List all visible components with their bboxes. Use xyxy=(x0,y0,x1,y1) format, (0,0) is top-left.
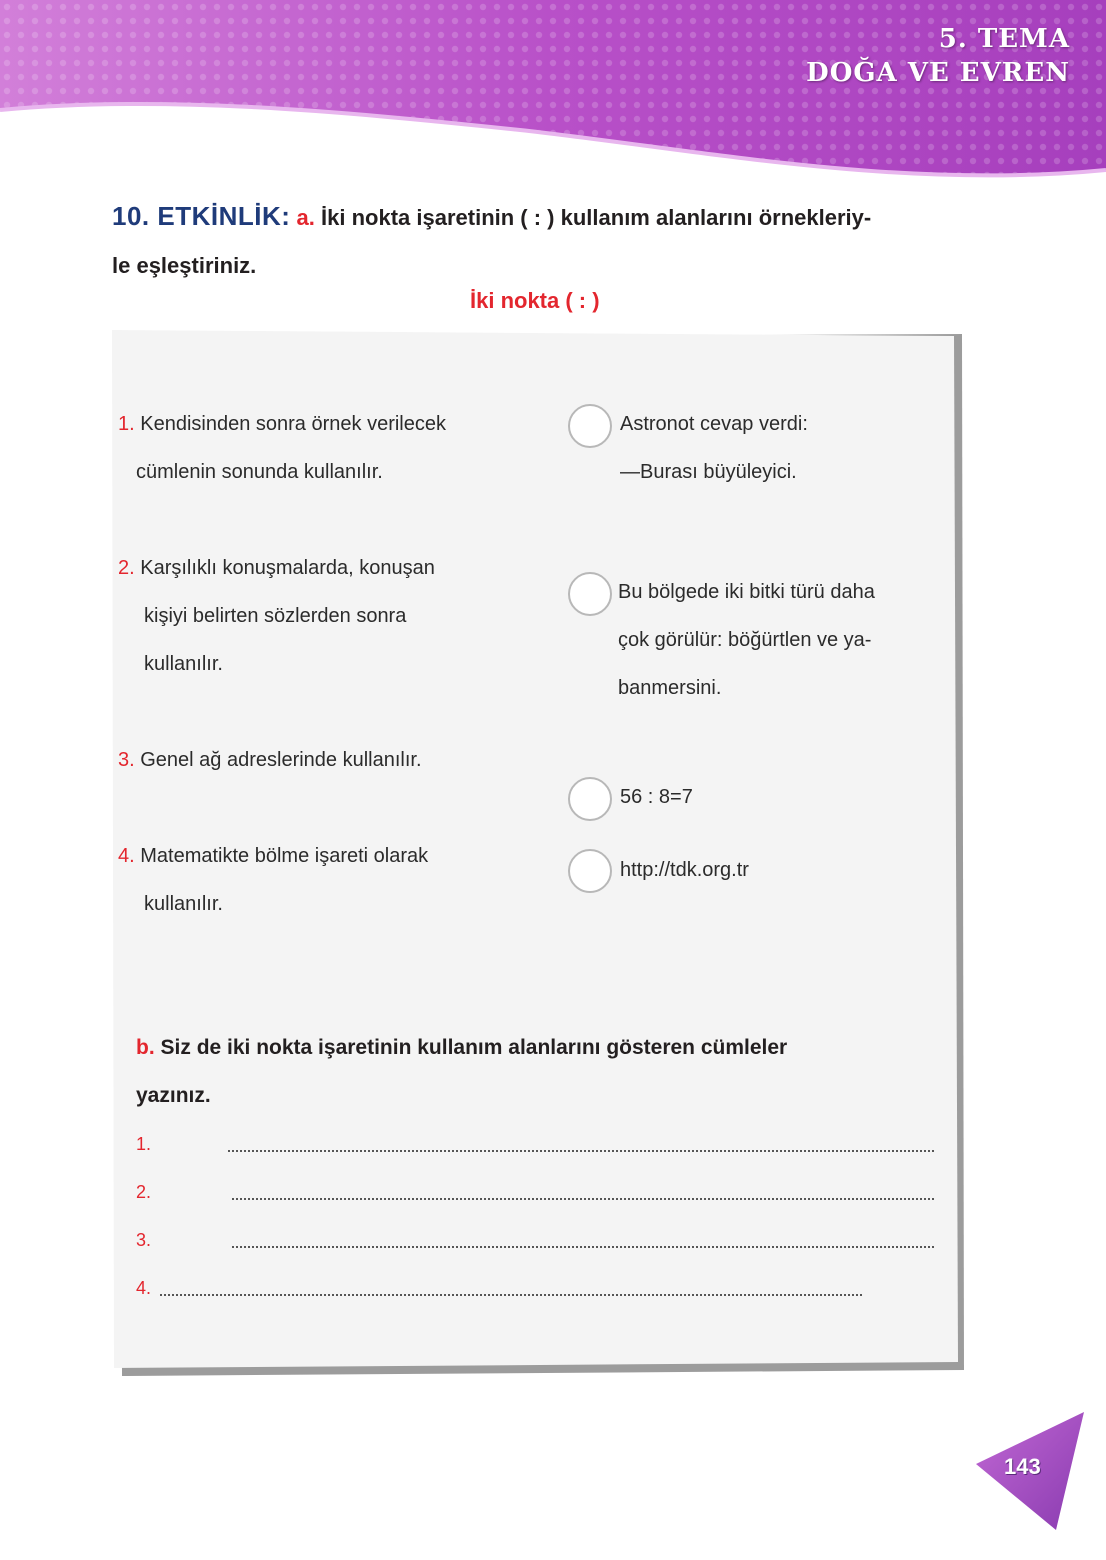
use-number: 1. xyxy=(118,413,135,435)
use-text: cümlenin sonunda kullanılır. xyxy=(136,461,383,483)
box-title: İki nokta ( : ) xyxy=(470,288,600,313)
blank-number-3: 3. xyxy=(136,1230,152,1250)
example-3 xyxy=(620,773,693,821)
example-text: 56 : 8=7 xyxy=(620,786,693,808)
answer-circle-2[interactable] xyxy=(568,572,612,616)
use-text: kişiyi belirten sözlerden sonra xyxy=(144,605,407,627)
part-a-instruction-line1: İki nokta işaretinin ( : ) kullanım alanlarını örnekleriy- xyxy=(321,205,872,230)
answer-circle-4[interactable] xyxy=(568,849,612,893)
part-b-text-line2: yazınız. xyxy=(136,1084,211,1107)
answer-line-2[interactable] xyxy=(232,1198,934,1200)
use-number: 3. xyxy=(118,749,135,771)
example-text: —Burası büyüleyici. xyxy=(620,461,797,483)
example-1 xyxy=(620,400,808,496)
answer-line-4[interactable] xyxy=(160,1294,862,1296)
part-a-letter: a. xyxy=(296,205,315,230)
activity-number: 10. ETKİNLİK: xyxy=(112,201,291,231)
use-text: Karşılıklı konuşmalarda, konuşan xyxy=(140,557,435,579)
theme-title: DOĞA VE EVREN xyxy=(806,58,1070,88)
use-text: Kendisinden sonra örnek verilecek xyxy=(140,413,446,435)
theme-number: 5. TEMA xyxy=(938,24,1070,54)
use-text: kullanılır. xyxy=(144,653,223,675)
use-item-3 xyxy=(118,736,422,784)
use-number: 2. xyxy=(118,557,135,579)
blank-number-1: 1. xyxy=(136,1134,152,1154)
part-b-letter: b. xyxy=(136,1036,155,1059)
use-text: kullanılır. xyxy=(144,893,223,915)
part-a-instruction-line2: le eşleştiriniz. xyxy=(112,253,257,278)
example-4 xyxy=(620,846,749,894)
example-2 xyxy=(618,568,875,712)
use-item-1 xyxy=(118,400,446,496)
answer-line-3[interactable] xyxy=(232,1246,934,1248)
example-text: Astronot cevap verdi: xyxy=(620,413,808,435)
page-number: 143 xyxy=(1004,1454,1041,1479)
theme-label xyxy=(806,22,1070,90)
example-text: Bu bölgede iki bitki türü daha xyxy=(618,581,875,603)
activity-heading xyxy=(112,192,982,290)
part-b-instruction xyxy=(136,1024,946,1120)
example-text: çok görülür: böğürtlen ve ya- xyxy=(618,629,872,651)
part-b-text-line1: Siz de iki nokta işaretinin kullanım alanlarını gösteren cümleler xyxy=(160,1036,788,1059)
answer-circle-1[interactable] xyxy=(568,404,612,448)
use-item-2 xyxy=(118,544,435,688)
example-text: banmersini. xyxy=(618,677,722,699)
blank-number-2: 2. xyxy=(136,1182,152,1202)
example-text: http://tdk.org.tr xyxy=(620,859,749,881)
use-item-4 xyxy=(118,832,428,928)
answer-line-1[interactable] xyxy=(228,1150,934,1152)
use-text: Genel ağ adreslerinde kullanılır. xyxy=(140,749,422,771)
use-text: Matematikte bölme işareti olarak xyxy=(140,845,429,867)
answer-circle-3[interactable] xyxy=(568,777,612,821)
blank-number-4: 4. xyxy=(136,1278,152,1298)
use-number: 4. xyxy=(118,845,135,867)
